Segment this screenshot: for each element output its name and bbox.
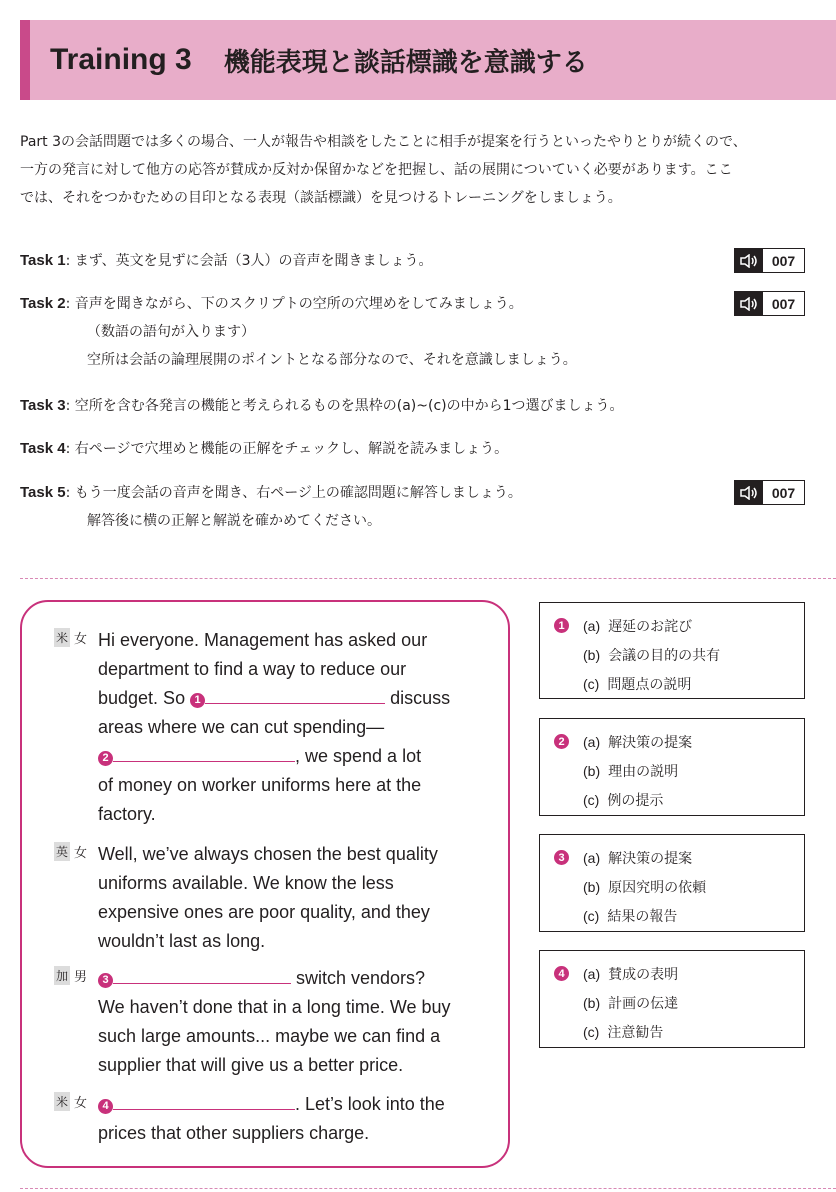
speech-row: prices that other suppliers charge.	[98, 1123, 370, 1143]
option-row[interactable]: (b) 原因究明の依頼	[583, 878, 707, 896]
task-2: Task 2: 音声を聞きながら、下のスクリプトの空所の穴埋めをしてみましょう。 （数語の語句が入ります） 空所は会話の論理展開のポイントとなる部分なので、それを意識しましょう。	[20, 290, 577, 374]
task-1: Task 1: まず、英文を見ずに会話（3人）の音声を聞きましょう。	[20, 252, 433, 269]
option-row[interactable]: (c) 問題点の説明	[583, 675, 692, 693]
task-4: Task 4: 右ページで穴埋めと機能の正解をチェックし、解説を読みましょう。	[20, 440, 509, 457]
task-subtext: 解答後に横の正解と解説を確かめてください。	[87, 513, 381, 529]
speaker-icon	[735, 292, 763, 315]
intro-line: Part 3の会話問題では多くの場合、一人が報告や相談をしたことに相手が提案を行うといったやりとりが続くので、	[20, 134, 747, 150]
speaker-gender: 男	[74, 970, 88, 985]
blank-number-badge: 1	[190, 693, 205, 708]
speech-text	[98, 1090, 494, 1148]
speaker-gender: 女	[74, 632, 88, 647]
speaker-tag	[54, 966, 87, 985]
task-3: Task 3: 空所を含む各発言の機能と考えられるものを黒枠の(a)~(c)の中から1つ選びましょう。	[20, 397, 624, 414]
option-box-3	[539, 834, 805, 932]
speech-row: of money on worker uniforms here at the	[98, 775, 422, 795]
task-text: 音声を聞きながら、下のスクリプトの空所の穴埋めをしてみましょう。	[74, 296, 523, 312]
speech-row: uniforms available. We know the less	[98, 873, 394, 893]
speaker-tag	[54, 1092, 87, 1111]
blank-field[interactable]	[205, 686, 385, 704]
speaker-country: 米	[54, 628, 70, 647]
option-row[interactable]: (b) 計画の伝達	[583, 994, 679, 1012]
task-label: Task 2	[20, 295, 66, 312]
intro-line: では、それをつかむための目印となる表現（談話標識）を見つけるトレーニングをしましょう。	[20, 190, 622, 206]
speaker-gender: 女	[74, 846, 88, 861]
audio-track-number: 007	[771, 484, 796, 501]
task-subtext: 空所は会話の論理展開のポイントとなる部分なので、それを意識しましょう。	[87, 352, 577, 368]
speaker-country: 米	[54, 1092, 70, 1111]
speech-row: 3 switch vendors?	[98, 964, 494, 993]
option-row[interactable]: (c) 注意勧告	[583, 1023, 664, 1041]
option-row[interactable]: 3 (a) 解決策の提案	[554, 843, 804, 872]
speaker-icon	[735, 249, 763, 272]
speech-row: department to find a way to reduce our	[98, 659, 407, 679]
option-box-2	[539, 718, 805, 816]
script-line	[54, 964, 494, 1080]
speaker-country: 英	[54, 842, 70, 861]
intro-paragraph	[20, 128, 820, 212]
speech-row: such large amounts... maybe we can find a	[98, 1026, 441, 1046]
task-text: 右ページで穴埋めと機能の正解をチェックし、解説を読みましょう。	[74, 441, 509, 457]
question-number-badge: 1	[554, 618, 569, 633]
speech-row: expensive ones are poor quality, and they	[98, 902, 430, 922]
audio-track-button[interactable]	[734, 291, 805, 316]
speaker-tag	[54, 842, 87, 861]
script-line	[54, 626, 494, 829]
task-5: Task 5: もう一度会話の音声を聞き、右ページ上の確認問題に解答しましょう。 解答後に横の正解と解説を確かめてください。	[20, 479, 522, 535]
speech-row: wouldn’t last as long.	[98, 931, 266, 951]
blank-field[interactable]	[113, 966, 291, 984]
speech-row: We haven’t done that in a long time. We buy	[98, 997, 451, 1017]
speech-row: supplier that will give us a better price.	[98, 1055, 404, 1075]
blank-field[interactable]	[113, 744, 295, 762]
task-text: まず、英文を見ずに会話（3人）の音声を聞きましょう。	[74, 253, 433, 269]
blank-number-badge: 2	[98, 751, 113, 766]
task-label: Task 5	[20, 484, 66, 501]
page-title-en: Training 3	[50, 43, 192, 76]
speech-row: areas where we can cut spending—	[98, 717, 385, 737]
speech-text	[98, 964, 494, 1080]
task-text: もう一度会話の音声を聞き、右ページ上の確認問題に解答しましょう。	[74, 485, 522, 501]
script-box	[20, 600, 510, 1168]
blank-number-badge: 4	[98, 1099, 113, 1114]
question-number-badge: 4	[554, 966, 569, 981]
audio-track-button[interactable]	[734, 480, 805, 505]
task-text: 空所を含む各発言の機能と考えられるものを黒枠の(a)~(c)の中から1つ選びましょう。	[74, 398, 624, 414]
speaker-tag	[54, 628, 87, 647]
question-number-badge: 2	[554, 734, 569, 749]
speech-row: 2 , we spend a lot	[98, 742, 494, 771]
task-subtext: （数語の語句が入ります）	[87, 324, 255, 340]
option-box-1	[539, 602, 805, 699]
speech-text	[98, 840, 494, 956]
speaker-icon	[735, 481, 763, 504]
page-title-bar	[20, 20, 836, 100]
audio-track-button[interactable]	[734, 248, 805, 273]
speech-row: Hi everyone. Management has asked our	[98, 630, 428, 650]
option-row[interactable]: (c) 結果の報告	[583, 907, 678, 925]
speech-row: budget. So 1 discuss	[98, 688, 451, 708]
speaker-country: 加	[54, 966, 70, 985]
option-row[interactable]: 2 (a) 解決策の提案	[554, 727, 804, 756]
audio-track-number: 007	[771, 295, 796, 312]
question-number-badge: 3	[554, 850, 569, 865]
speech-row: Well, we’ve always chosen the best quality	[98, 844, 438, 864]
option-row[interactable]: 4 (a) 賛成の表明	[554, 959, 804, 988]
page-title-jp: 機能表現と談話標識を意識する	[223, 47, 588, 78]
speech-row: factory.	[98, 804, 156, 824]
intro-line: 一方の発言に対して他方の応答が賛成か反対か保留かなどを把握し、話の展開についていく必要があります。ここ	[20, 162, 733, 178]
audio-track-number: 007	[771, 252, 796, 269]
option-box-4	[539, 950, 805, 1048]
script-line	[54, 840, 494, 956]
task-label: Task 3	[20, 397, 66, 414]
speech-row: 4 . Let’s look into the	[98, 1090, 494, 1119]
task-label: Task 1	[20, 252, 66, 269]
blank-number-badge: 3	[98, 973, 113, 988]
speech-text	[98, 626, 494, 829]
option-row[interactable]: (b) 会議の目的の共有	[583, 646, 721, 664]
script-line	[54, 1090, 494, 1148]
divider	[20, 578, 836, 579]
divider	[20, 1188, 836, 1189]
speaker-gender: 女	[74, 1096, 88, 1111]
task-label: Task 4	[20, 440, 66, 457]
option-row[interactable]: (c) 例の提示	[583, 791, 664, 809]
option-row[interactable]: 1 (a) 遅延のお詫び	[554, 611, 804, 640]
option-row[interactable]: (b) 理由の説明	[583, 762, 679, 780]
blank-field[interactable]	[113, 1092, 295, 1110]
